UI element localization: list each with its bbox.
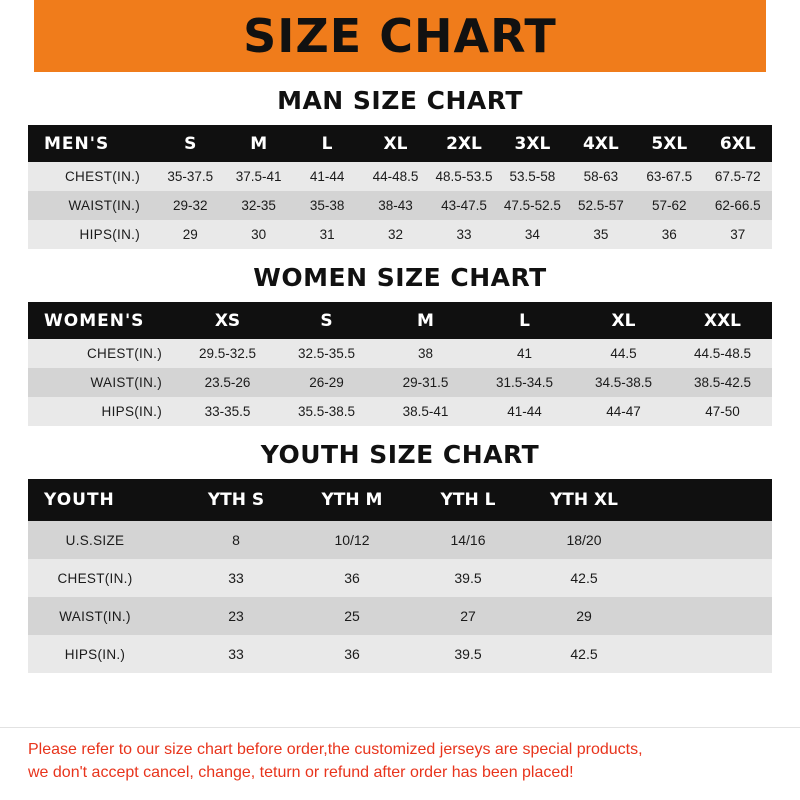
table-man-r2c8: 37 <box>730 227 746 242</box>
table-man-r1c0: 29-32 <box>172 198 208 213</box>
table-women-body <box>28 339 772 426</box>
table-man-r1c3: 38-43 <box>378 198 413 213</box>
table-man-row0-label: CHEST(IN.) <box>65 169 140 184</box>
table-man-row1-label: WAIST(IN.) <box>68 198 140 213</box>
table-youth-row-label-header: YOUTH <box>44 490 115 510</box>
table-women-row2-label: HIPS(IN.) <box>101 404 162 419</box>
footer-note-line-2: we don't accept cancel, change, teturn or refund after order has been placed! <box>28 763 574 781</box>
table-youth-r1-spacer <box>642 559 772 597</box>
table-row <box>28 479 772 521</box>
table-man-col-3: XL <box>383 133 408 154</box>
table-youth-body <box>28 521 772 673</box>
table-women-col-3: L <box>519 310 530 331</box>
banner-right-notch <box>766 0 800 72</box>
table-man-r2c1: 30 <box>251 227 267 242</box>
table-youth-col-2: YTH L <box>440 490 496 510</box>
table-youth-r2c1: 25 <box>344 608 360 624</box>
table-youth-r0c3: 18/20 <box>566 532 602 548</box>
table-women-r2c0: 33-35.5 <box>204 404 251 419</box>
table-youth-r1c1: 36 <box>344 570 360 586</box>
table-man-col-6: 4XL <box>582 133 619 154</box>
table-women-r2c5: 47-50 <box>705 404 740 419</box>
table-women-r1c5: 38.5-42.5 <box>693 375 752 390</box>
table-man-col-0: S <box>184 133 197 154</box>
table-man-r1c6: 52.5-57 <box>577 198 624 213</box>
table-youth-r3c2: 39.5 <box>454 646 482 662</box>
table-women-r2c3: 41-44 <box>507 404 542 419</box>
table-row <box>28 162 772 191</box>
charts-container <box>0 86 800 673</box>
table-women-row-label-header: WOMEN'S <box>44 310 145 331</box>
table-youth-r2c0: 23 <box>228 608 244 624</box>
table-youth-row1-label: CHEST(IN.) <box>57 570 133 586</box>
table-row <box>28 220 772 249</box>
table-women-r0c3: 41 <box>516 346 533 361</box>
table-man-col-1: M <box>250 133 268 154</box>
table-youth-r3c0: 33 <box>228 646 244 662</box>
table-women-r0c2: 38 <box>417 346 434 361</box>
table-youth-r3c3: 42.5 <box>570 646 598 662</box>
table-row <box>28 635 772 673</box>
table-man-col-2: L <box>321 133 333 154</box>
table-man-r0c6: 58-63 <box>583 169 619 184</box>
table-youth-r0c1: 10/12 <box>334 532 370 548</box>
table-youth-row2-label: WAIST(IN.) <box>59 608 131 624</box>
table-man-sizes <box>28 125 772 249</box>
table-man-r1c1: 32-35 <box>241 198 276 213</box>
table-row <box>28 339 772 368</box>
page-title: SIZE CHART <box>243 9 557 63</box>
table-women-header <box>28 302 772 339</box>
table-man-r1c8: 62-66.5 <box>714 198 761 213</box>
table-man-r2c6: 35 <box>593 227 609 242</box>
table-women-col-4: XL <box>611 310 636 331</box>
table-man-r2c3: 32 <box>388 227 404 242</box>
table-man-r1c7: 57-62 <box>652 198 687 213</box>
table-women-sizes <box>28 302 772 426</box>
table-man-body <box>28 162 772 249</box>
table-man-r2c5: 34 <box>524 227 540 242</box>
table-row <box>28 191 772 220</box>
table-youth-r2c3: 29 <box>576 608 592 624</box>
table-women-r0c4: 44.5 <box>610 346 637 361</box>
table-man-r1c2: 35-38 <box>309 198 345 213</box>
table-man-r1c5: 47.5-52.5 <box>503 198 561 213</box>
table-youth-r3-spacer <box>642 635 772 673</box>
table-youth-r1c2: 39.5 <box>454 570 482 586</box>
table-man-row2-label: HIPS(IN.) <box>79 227 140 242</box>
table-man-col-4: 2XL <box>446 133 482 154</box>
table-man-r0c8: 67.5-72 <box>714 169 761 184</box>
table-youth-r0-spacer <box>642 521 772 559</box>
table-man-r2c7: 36 <box>661 227 677 242</box>
table-women-r2c2: 38.5-41 <box>402 404 449 419</box>
table-row <box>28 521 772 559</box>
table-man-r0c1: 37.5-41 <box>235 169 282 184</box>
table-women-r1c4: 34.5-38.5 <box>594 375 653 390</box>
table-row <box>28 397 772 426</box>
section-title-youth: YOUTH SIZE CHART <box>260 440 540 469</box>
table-man-r1c4: 43-47.5 <box>441 198 487 213</box>
table-youth-header <box>28 479 772 521</box>
table-man-r0c0: 35-37.5 <box>167 169 214 184</box>
table-man-col-8: 6XL <box>719 133 756 154</box>
table-women-row1-label: WAIST(IN.) <box>90 375 162 390</box>
section-title-man: MAN SIZE CHART <box>277 86 523 115</box>
banner-left-notch <box>0 0 34 72</box>
table-youth-sizes <box>28 479 772 673</box>
table-man-row-label-header: MEN'S <box>44 133 110 154</box>
section-youth <box>24 440 776 673</box>
header-banner <box>0 0 800 72</box>
table-man-col-5: 3XL <box>514 133 551 154</box>
table-women-r0c0: 29.5-32.5 <box>198 346 257 361</box>
table-women-col-0: XS <box>214 310 241 331</box>
table-women-col-5: XXL <box>703 310 742 331</box>
table-women-r2c1: 35.5-38.5 <box>297 404 356 419</box>
table-women-r0c1: 32.5-35.5 <box>297 346 356 361</box>
section-man <box>24 86 776 249</box>
table-man-r2c2: 31 <box>319 227 335 242</box>
table-women-r1c0: 23.5-26 <box>204 375 251 390</box>
table-women-row0-label: CHEST(IN.) <box>87 346 162 361</box>
table-youth-r2c2: 27 <box>460 608 476 624</box>
table-man-col-7: 5XL <box>651 133 688 154</box>
table-youth-col-3: YTH XL <box>550 490 618 510</box>
table-youth-r0c2: 14/16 <box>450 532 486 548</box>
table-row <box>28 368 772 397</box>
table-man-header <box>28 125 772 162</box>
table-youth-row3-label: HIPS(IN.) <box>64 646 126 662</box>
table-row <box>28 559 772 597</box>
table-youth-r0c0: 8 <box>232 532 240 548</box>
table-row <box>28 125 772 162</box>
table-man-r0c2: 41-44 <box>309 169 345 184</box>
footer-note-line-1: Please refer to our size chart before order,the customized jerseys are special products, <box>28 740 643 758</box>
table-youth-col-0: YTH S <box>207 490 265 510</box>
table-women-col-1: S <box>320 310 333 331</box>
footer-disclaimer <box>0 727 800 800</box>
table-man-r0c7: 63-67.5 <box>646 169 693 184</box>
table-man-r0c4: 48.5-53.5 <box>435 169 493 184</box>
table-man-r2c0: 29 <box>182 227 198 242</box>
table-youth-r3c1: 36 <box>344 646 360 662</box>
table-youth-col-spacer <box>642 479 772 521</box>
table-man-r0c3: 44-48.5 <box>372 169 419 184</box>
section-women <box>24 263 776 426</box>
table-women-r1c1: 26-29 <box>309 375 344 390</box>
table-youth-row0-label: U.S.SIZE <box>65 532 125 548</box>
table-youth-col-1: YTH M <box>321 490 383 510</box>
table-youth-r1c0: 33 <box>228 570 244 586</box>
table-women-col-2: M <box>417 310 434 331</box>
table-women-r1c2: 29-31.5 <box>402 375 449 390</box>
table-row <box>28 597 772 635</box>
table-youth-r2-spacer <box>642 597 772 635</box>
table-women-r1c3: 31.5-34.5 <box>495 375 554 390</box>
table-row <box>28 302 772 339</box>
table-man-r0c5: 53.5-58 <box>509 169 556 184</box>
table-youth-r1c3: 42.5 <box>570 570 598 586</box>
table-women-r0c5: 44.5-48.5 <box>693 346 752 361</box>
table-women-r2c4: 44-47 <box>606 404 641 419</box>
section-title-women: WOMEN SIZE CHART <box>253 263 547 292</box>
table-man-r2c4: 33 <box>456 227 472 242</box>
